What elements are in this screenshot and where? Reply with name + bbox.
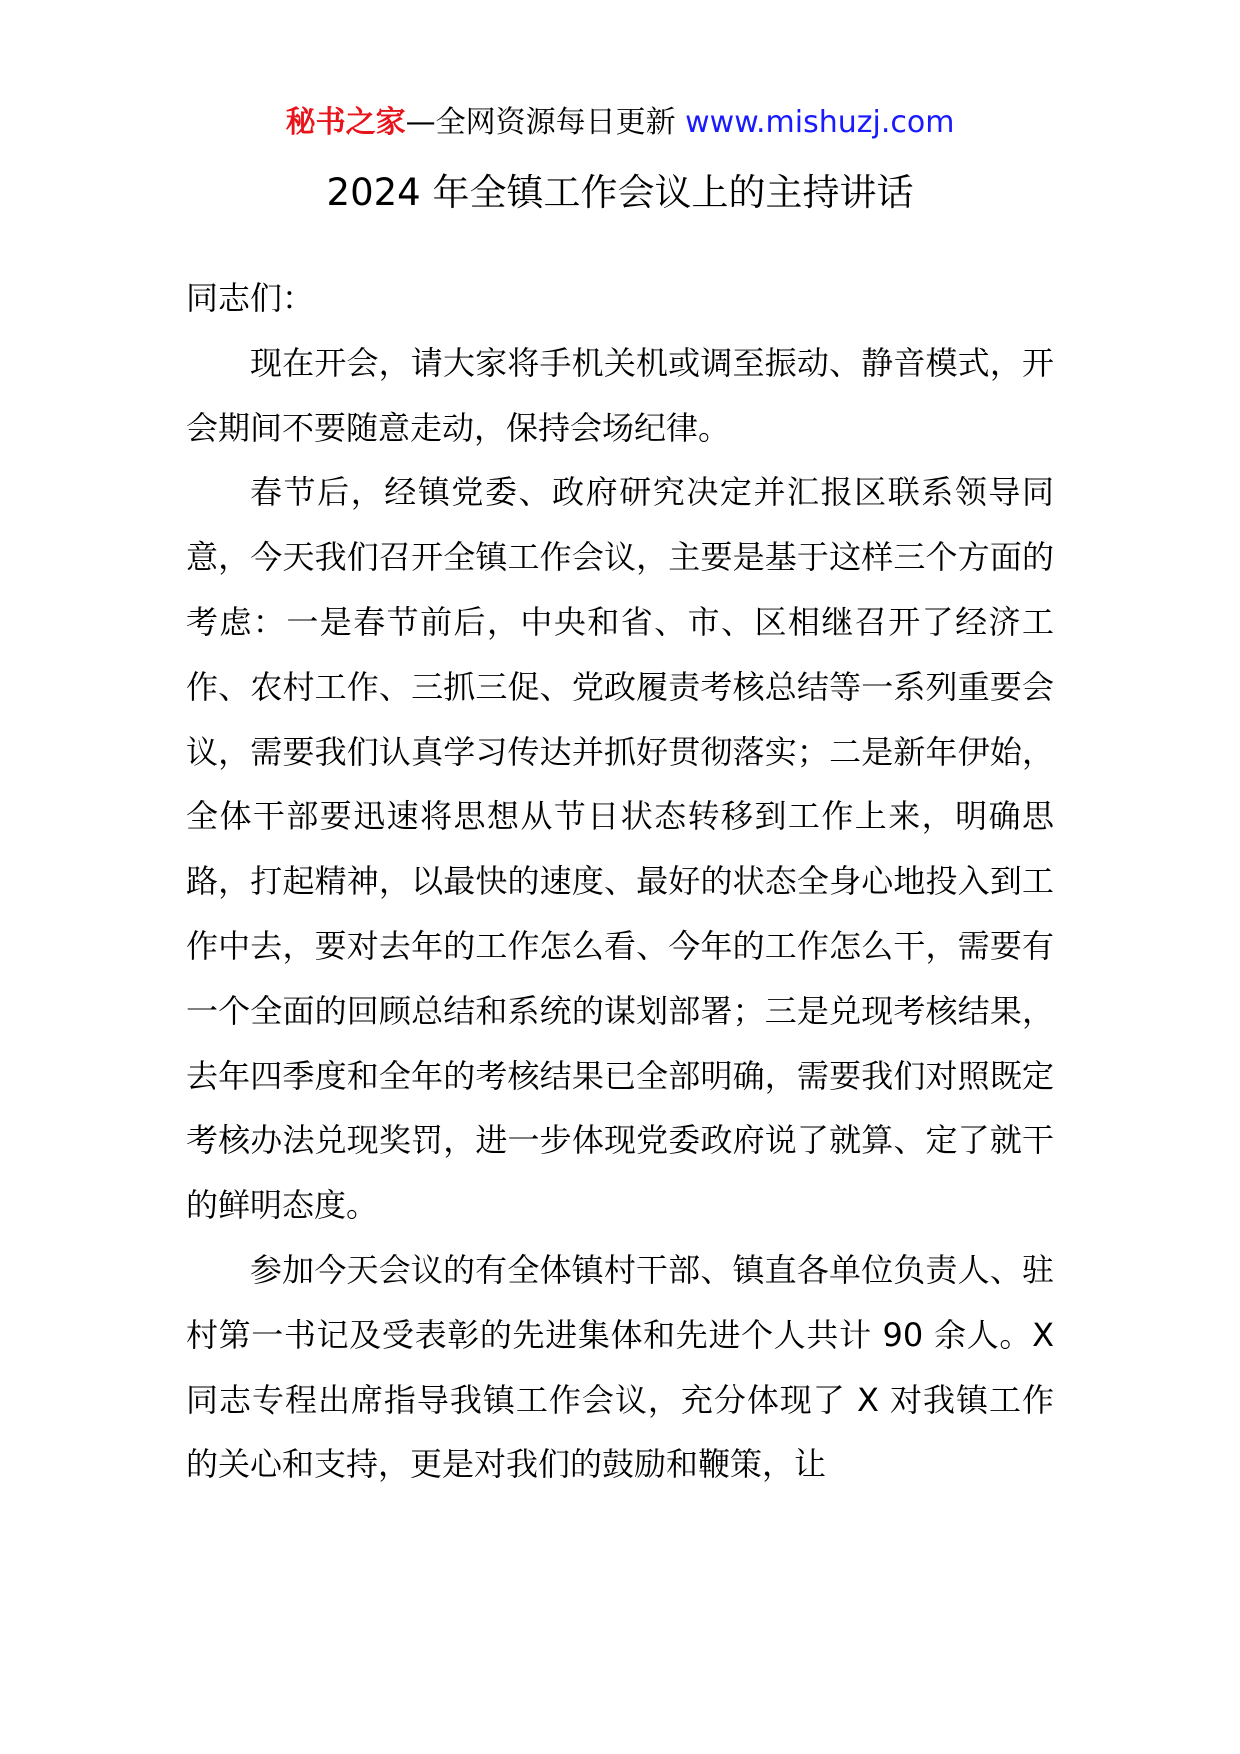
salutation: 同志们： bbox=[186, 279, 315, 317]
document-body bbox=[186, 266, 1054, 1497]
paragraph: 春节后，经镇党委、政府研究决定并汇报区联系领导同意，今天我们召开全镇工作会议，主要是基于这样三个方面的考虑：一是春节前后，中央和省、市、区相继召开了经济工作、农村工作、三抓三促、党政履责考核总结等一系列重要会议，需要我们认真学习传达并抓好贯彻落实；二是新年伊始，全体干部要迅速将思想从节日状态转移到工作上来，明确思路，打起精神，以最快的速度、最好的状态全身心地投入到工作中去，要对去年的工作怎么看、今年的工作怎么干，需要有一个全面的回顾总结和系统的谋划部署；三是兑现考核结果，去年四季度和全年的考核结果已全部明确，需要我们对照既定考核办法兑现奖罚，进一步体现党委政府说了就算、定了就干的鲜明态度。 bbox=[186, 473, 1054, 1225]
site-tagline: —全网资源每日更新 bbox=[405, 105, 686, 140]
site-url-link[interactable]: www.mishuzj.com bbox=[685, 105, 955, 140]
paragraph: 参加今天会议的有全体镇村干部、镇直各单位负责人、驻村第一书记及受表彰的先进集体和先进个人共计 90 余人。X 同志专程出席指导我镇工作会议，充分体现了 X 对我镇工作的关心和支持，更是对我们的鼓励和鞭策，让 bbox=[186, 1250, 1054, 1484]
document-title: 2024 年全镇工作会议上的主持讲话 bbox=[326, 171, 914, 214]
paragraph: 现在开会，请大家将手机关机或调至振动、静音模式，开会期间不要随意走动，保持会场纪律。 bbox=[186, 343, 1054, 447]
site-header bbox=[0, 98, 1240, 148]
site-brand: 秘书之家 bbox=[285, 105, 406, 140]
